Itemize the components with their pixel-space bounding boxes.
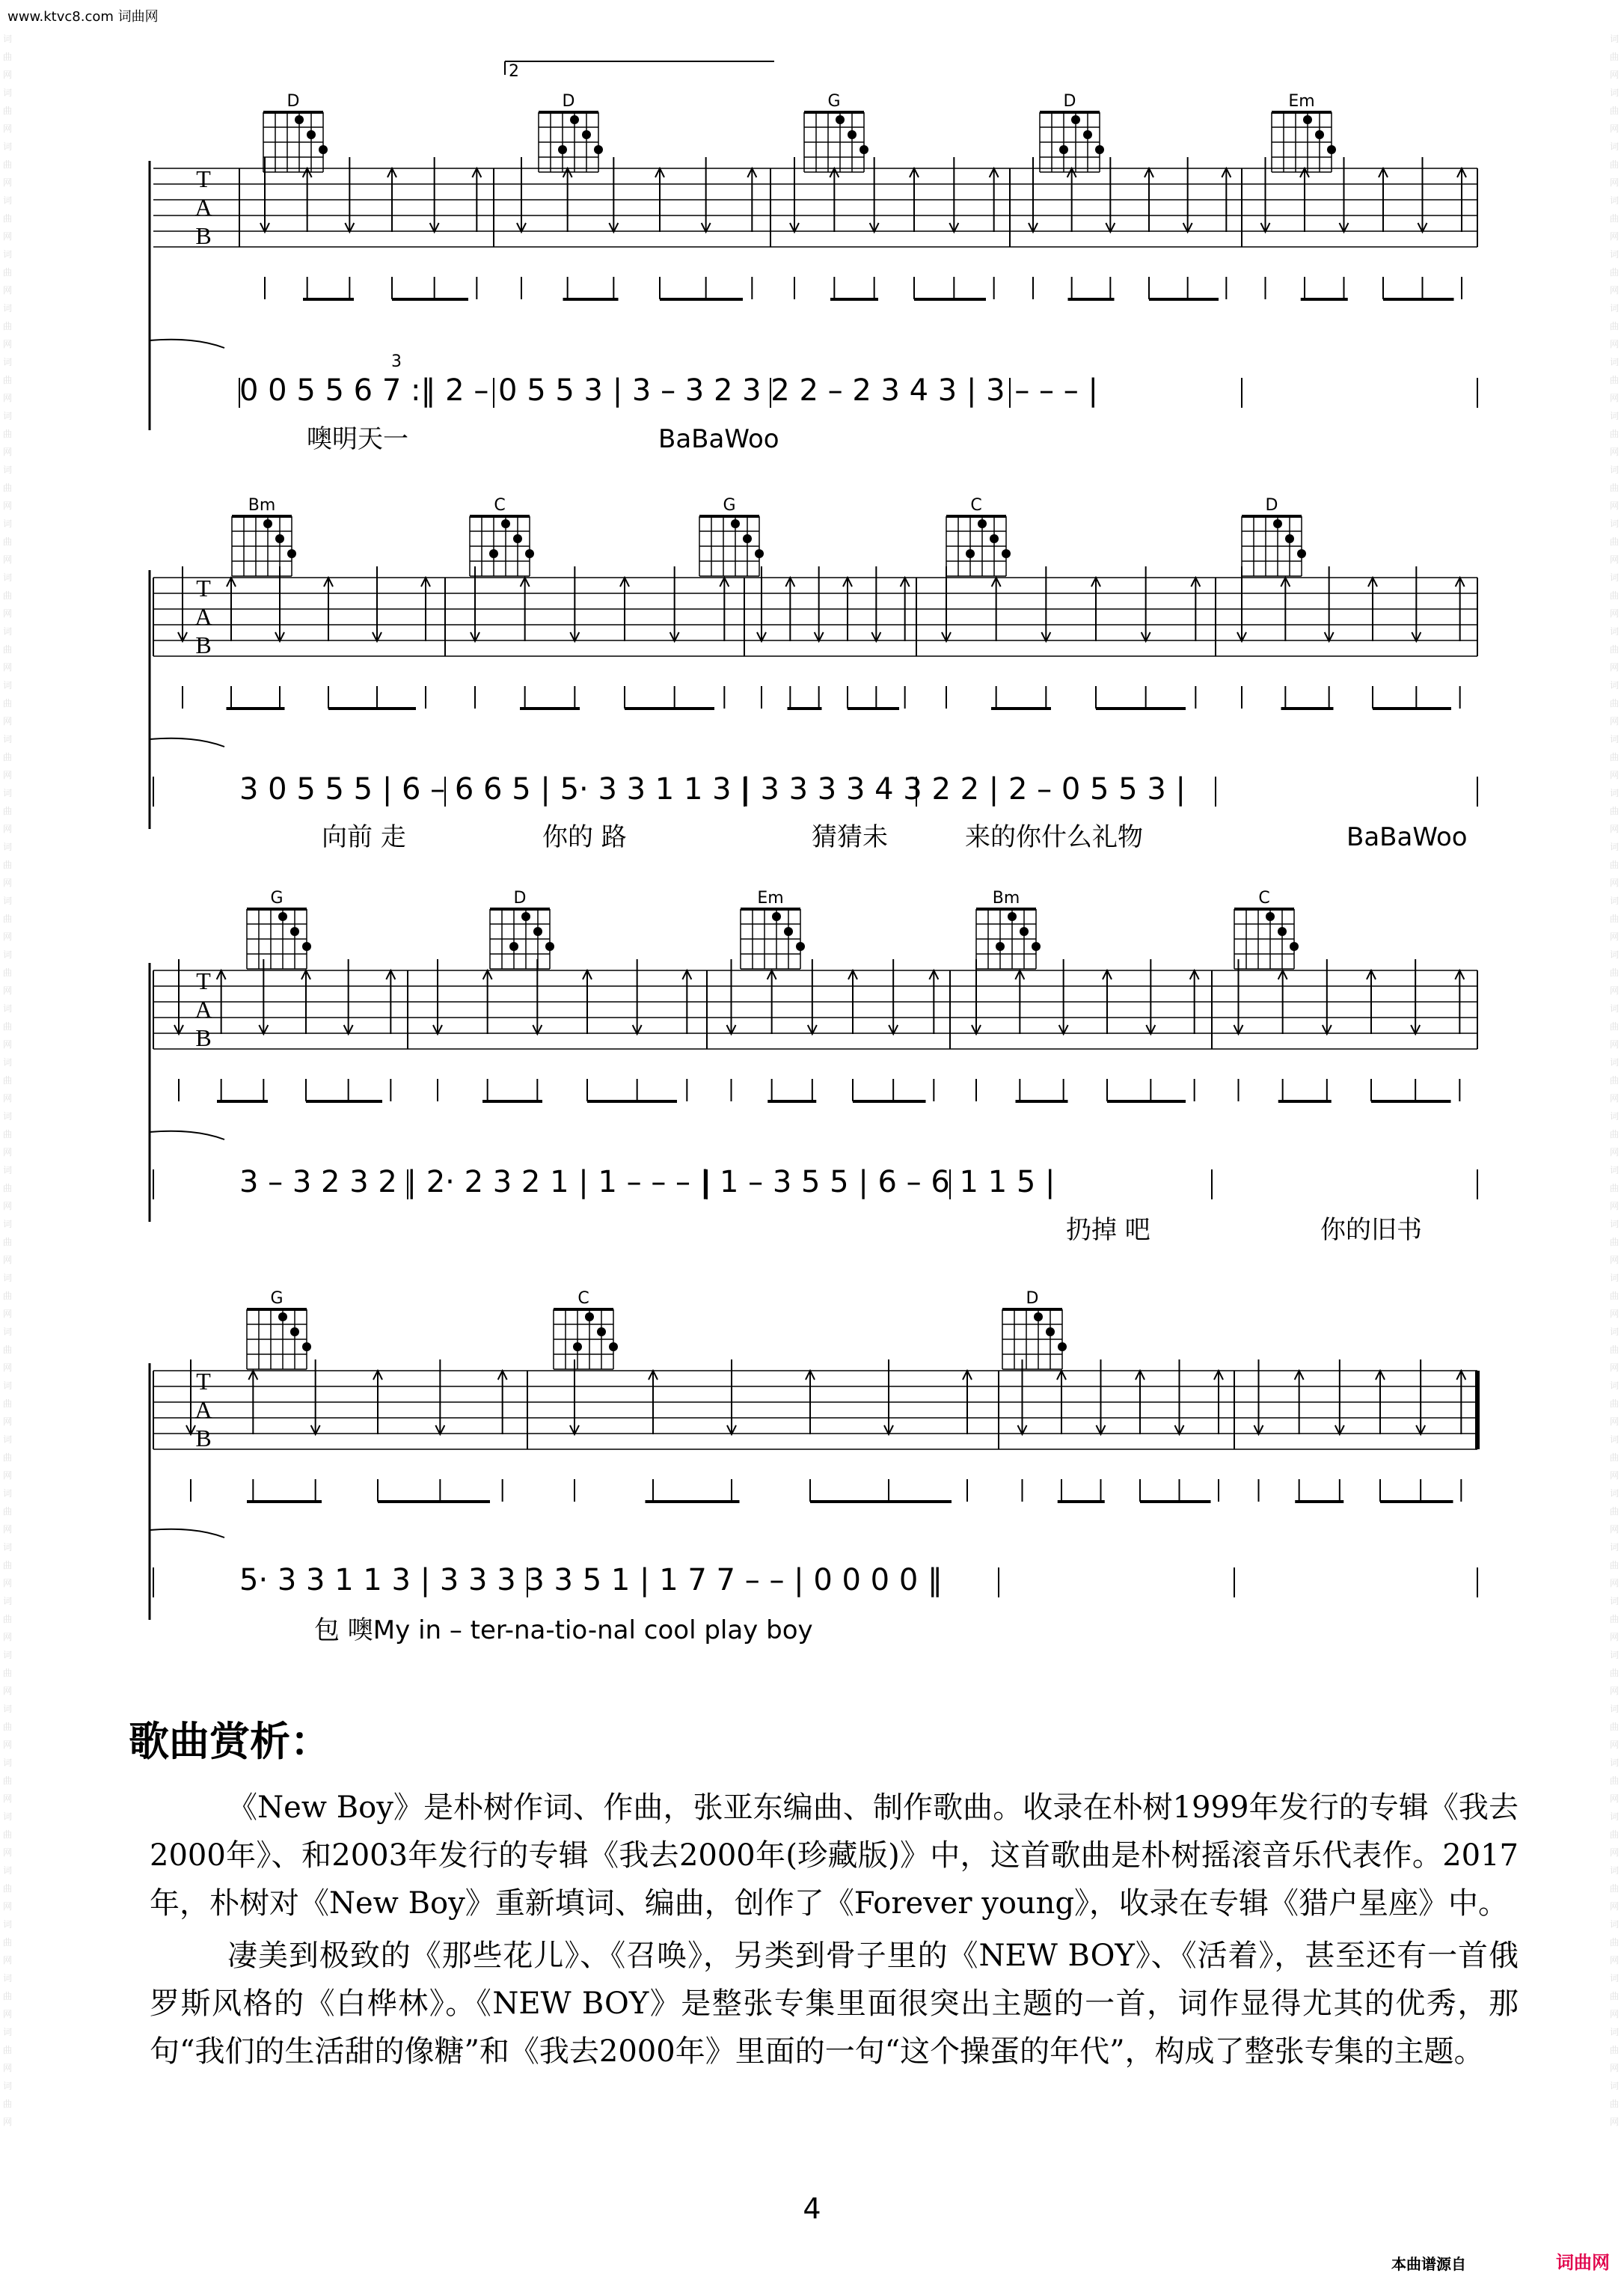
chord-name: C bbox=[577, 1289, 589, 1308]
finger-dot bbox=[990, 534, 999, 543]
tab-clef-letter: A bbox=[194, 1396, 212, 1423]
analysis-paragraph: 《New Boy》是朴树作词、作曲，张亚东编曲、制作歌曲。收录在朴树1999年发行的专辑《我去2000年》、和2003年发行的专辑《我去2000年(珍藏版)》中，这首歌曲是朴树摇滚音乐代表作。2017年，朴树对《New Boy》重新填词、编曲，创作了《Forever young》，收录在专辑《猎户星座》中。 bbox=[150, 1790, 1519, 1921]
chord-name: D bbox=[513, 889, 527, 908]
chord-diagram bbox=[1234, 889, 1299, 969]
finger-dot bbox=[290, 927, 299, 936]
lyric-text: BaBaWoo bbox=[1346, 822, 1468, 852]
finger-dot bbox=[319, 145, 328, 154]
finger-dot bbox=[1278, 927, 1287, 936]
finger-dot bbox=[1046, 1327, 1055, 1336]
tab-clef-letter: B bbox=[195, 631, 212, 658]
finger-dot bbox=[743, 534, 752, 543]
finger-dot bbox=[1032, 942, 1041, 951]
finger-dot bbox=[573, 1342, 582, 1351]
finger-dot bbox=[558, 145, 567, 154]
finger-dot bbox=[1273, 519, 1282, 528]
finger-dot bbox=[1059, 145, 1068, 154]
finger-dot bbox=[521, 912, 530, 921]
finger-dot bbox=[1071, 115, 1080, 124]
finger-dot bbox=[1285, 534, 1294, 543]
chord-name: Bm bbox=[992, 889, 1020, 908]
chord-name: G bbox=[270, 889, 284, 908]
chord-diagram bbox=[539, 92, 603, 172]
jianpu-notation: 0 0 5 5 6 7 :‖ 2 – 0 5 5 3 | 3 – 3 2 3 2 2 – 2 3 4 3 | 3 – – – | bbox=[239, 373, 1098, 408]
finger-dot bbox=[594, 145, 603, 154]
chord-name: Em bbox=[757, 889, 784, 908]
tab-clef-letter: A bbox=[194, 194, 212, 221]
finger-dot bbox=[509, 942, 518, 951]
lyric-text: 噢明天一 bbox=[307, 424, 408, 454]
triplet-mark: 3 bbox=[391, 352, 402, 371]
tab-clef-letter: A bbox=[194, 603, 212, 630]
score-system bbox=[150, 959, 1477, 1245]
tab-clef-letter: B bbox=[195, 1425, 212, 1452]
finger-dot bbox=[278, 1312, 287, 1321]
site-logo: 词曲网 bbox=[1556, 2252, 1610, 2273]
tab-clef-letter: B bbox=[195, 1024, 212, 1051]
site-header: www.ktvc8.com 词曲网 bbox=[7, 9, 159, 25]
chord-name: C bbox=[1258, 889, 1270, 908]
analysis-paragraph: 凄美到极致的《那些花儿》、《召唤》，另类到骨子里的《NEW BOY》、《活着》，甚至还有一首俄罗斯风格的《白桦林》。《NEW BOY》是整张专集里面很突出主题的一首，词作显得尤其的优秀，那句“我们的生活甜的像糖”和《我去2000年》里面的一句“这个操蛋的年代”，构成了整张专集的主题。 bbox=[150, 1939, 1519, 2069]
chord-diagram bbox=[976, 889, 1041, 969]
finger-dot bbox=[966, 549, 975, 558]
finger-dot bbox=[585, 1312, 594, 1321]
chord-name: D bbox=[1265, 496, 1278, 515]
tab-clef-letter: T bbox=[196, 1368, 211, 1395]
finger-dot bbox=[513, 534, 522, 543]
finger-dot bbox=[1303, 115, 1312, 124]
tab-clef-letter: T bbox=[196, 967, 211, 994]
tab-clef-letter: T bbox=[196, 575, 211, 602]
chord-name: Em bbox=[1288, 92, 1315, 111]
system-slur bbox=[150, 340, 224, 348]
chord-diagram bbox=[232, 496, 296, 576]
chord-diagram bbox=[1002, 1289, 1067, 1369]
jianpu-notation: 3 – 3 2 3 2 | 2· 2 3 2 1 | 1 – – – | 1 – 3 5 5 | 6 – 6 1 1 5 | bbox=[239, 1165, 1055, 1199]
watermark-left: 词曲网词曲网词曲网词曲网词曲网词曲网词曲网词曲网词曲网词曲网词曲网词曲网词曲网词曲网词曲网词曲网词曲网词曲网词曲网词曲网词曲网词曲网词曲网词曲网词曲网词曲网词曲网词曲网词曲网词曲网词曲网词曲网词曲网词曲网词曲网词曲网词曲网词曲网词曲网 bbox=[3, 34, 13, 2127]
lyric-text: 向前 走 bbox=[322, 822, 406, 852]
finger-dot bbox=[275, 534, 284, 543]
chord-name: G bbox=[723, 496, 736, 515]
finger-dot bbox=[570, 115, 579, 124]
finger-dot bbox=[731, 519, 740, 528]
finger-dot bbox=[836, 115, 845, 124]
finger-dot bbox=[996, 942, 1005, 951]
chord-diagram bbox=[470, 496, 534, 576]
finger-dot bbox=[278, 912, 287, 921]
finger-dot bbox=[302, 942, 311, 951]
song-analysis bbox=[129, 1710, 1519, 2080]
analysis-title: 歌曲赏析： bbox=[129, 1718, 331, 1765]
lyric-text: 你的旧书 bbox=[1320, 1215, 1422, 1245]
finger-dot bbox=[772, 912, 781, 921]
lyric-text: 来的你什么礼物 bbox=[965, 822, 1143, 852]
finger-dot bbox=[582, 130, 591, 139]
chord-diagram bbox=[804, 92, 868, 172]
chord-diagram bbox=[247, 889, 311, 969]
page-number: 4 bbox=[803, 2192, 821, 2225]
chord-name: G bbox=[270, 1289, 284, 1308]
chord-name: D bbox=[1026, 1289, 1039, 1308]
finger-dot bbox=[1034, 1312, 1043, 1321]
jianpu-notation: 5· 3 3 1 1 3 | 3 3 3 3 3 5 1 | 1 7 7 – – | 0 0 0 0 ‖ bbox=[239, 1563, 943, 1597]
chord-name: D bbox=[287, 92, 300, 111]
chord-diagram bbox=[554, 1289, 618, 1369]
finger-dot bbox=[1008, 912, 1017, 921]
lyric-text: 你的 路 bbox=[542, 822, 627, 852]
finger-dot bbox=[501, 519, 510, 528]
chord-diagram bbox=[1242, 496, 1306, 576]
lyric-text: 猜猜未 bbox=[812, 822, 888, 852]
finger-dot bbox=[263, 519, 272, 528]
chord-diagram bbox=[1272, 92, 1336, 172]
finger-dot bbox=[1058, 1342, 1067, 1351]
finger-dot bbox=[1095, 145, 1104, 154]
chord-name: C bbox=[970, 496, 982, 515]
finger-dot bbox=[755, 549, 764, 558]
finger-dot bbox=[545, 942, 554, 951]
finger-dot bbox=[796, 942, 805, 951]
lyric-text: 扔掉 吧 bbox=[1066, 1215, 1150, 1245]
chord-name: C bbox=[494, 496, 506, 515]
finger-dot bbox=[290, 1327, 299, 1336]
chord-diagram bbox=[1040, 92, 1104, 172]
finger-dot bbox=[1083, 130, 1092, 139]
chord-name: Bm bbox=[248, 496, 276, 515]
finger-dot bbox=[1020, 927, 1029, 936]
volta-number: 2 bbox=[509, 62, 519, 81]
chord-name: D bbox=[562, 92, 575, 111]
chord-diagram bbox=[247, 1289, 311, 1369]
tab-clef-letter: A bbox=[194, 996, 212, 1023]
watermark-right: 词曲网词曲网词曲网词曲网词曲网词曲网词曲网词曲网词曲网词曲网词曲网词曲网词曲网词曲网词曲网词曲网词曲网词曲网词曲网词曲网词曲网词曲网词曲网词曲网词曲网词曲网词曲网词曲网词曲网词曲网词曲网词曲网词曲网词曲网词曲网词曲网词曲网词曲网词曲网 bbox=[1610, 34, 1620, 2127]
finger-dot bbox=[533, 927, 542, 936]
chord-name: G bbox=[827, 92, 841, 111]
finger-dot bbox=[1327, 145, 1336, 154]
finger-dot bbox=[848, 130, 857, 139]
finger-dot bbox=[287, 549, 296, 558]
finger-dot bbox=[1290, 942, 1299, 951]
finger-dot bbox=[525, 549, 534, 558]
system-slur bbox=[150, 1131, 224, 1140]
score-system bbox=[150, 566, 1477, 852]
finger-dot bbox=[295, 115, 304, 124]
chord-diagram bbox=[741, 889, 805, 969]
chord-diagram bbox=[946, 496, 1011, 576]
system-slur bbox=[150, 1529, 224, 1538]
finger-dot bbox=[597, 1327, 606, 1336]
finger-dot bbox=[489, 549, 498, 558]
chord-diagram bbox=[490, 889, 554, 969]
system-slur bbox=[150, 738, 224, 747]
score-system bbox=[150, 1359, 1477, 1645]
chord-diagram bbox=[699, 496, 764, 576]
chord-diagram bbox=[263, 92, 328, 172]
score-system bbox=[150, 157, 1477, 454]
tab-clef-letter: B bbox=[195, 222, 212, 249]
finger-dot bbox=[1315, 130, 1324, 139]
tab-clef-letter: T bbox=[196, 165, 211, 192]
finger-dot bbox=[1297, 549, 1306, 558]
finger-dot bbox=[307, 130, 316, 139]
source-label: 本曲谱源自 bbox=[1391, 2255, 1466, 2273]
finger-dot bbox=[1002, 549, 1011, 558]
finger-dot bbox=[860, 145, 868, 154]
chord-name: D bbox=[1063, 92, 1076, 111]
jianpu-notation: 3 0 5 5 5 | 6 – 6 6 5 | 5· 3 3 1 1 3 | 3 3 3 3 4 3 2 2 | 2 – 0 5 5 3 | bbox=[239, 772, 1186, 807]
lyric-text: 包 噢My in – ter-na-tio-nal cool play boy bbox=[314, 1615, 813, 1645]
finger-dot bbox=[609, 1342, 618, 1351]
finger-dot bbox=[978, 519, 987, 528]
finger-dot bbox=[1266, 912, 1275, 921]
finger-dot bbox=[784, 927, 793, 936]
finger-dot bbox=[302, 1342, 311, 1351]
lyric-text: BaBaWoo bbox=[658, 424, 779, 454]
